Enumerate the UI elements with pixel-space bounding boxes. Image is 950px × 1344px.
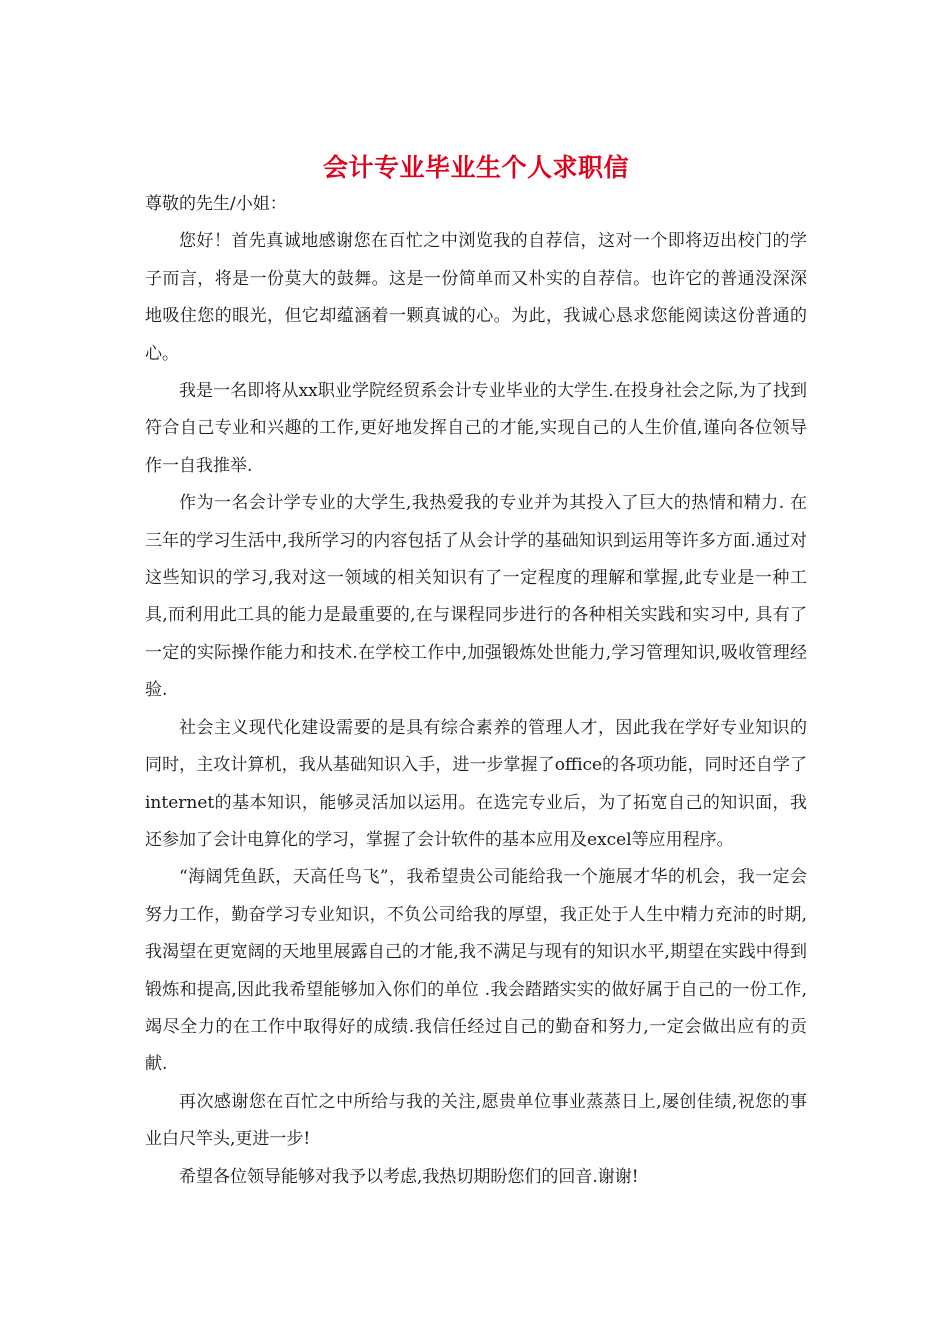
paragraph-studies: 作为一名会计学专业的大学生,我热爱我的专业并为其投入了巨大的热情和精力. 在三年的学习生活中,我所学习的内容包括了从会计学的基础知识到运用等许多方面.通过对这些知识的学习,我对这一领域的相关知识有了一定程度的理解和掌握,此专业是一种工具,而利用此工具的能力是最重要的,在与课程同步进行的各种相关实践和实习中, 具有了一定的实际操作能力和技术.在学校工作中,加强锻炼处世能力,学习管理知识,吸收管理经验.	[145, 493, 807, 701]
paragraph-closing: 希望各位领导能够对我予以考虑,我热切期盼您们的回音.谢谢!	[179, 1166, 639, 1187]
paragraph-greeting: 您好！首先真诚地感谢您在百忙之中浏览我的自荐信，这对一个即将迈出校门的学子而言，将是一份莫大的鼓舞。这是一份简单而又朴实的自荐信。也许它的普通没深深地吸住您的眼光，但它却蕴涵着一颗真诚的心。为此，我诚心恳求您能阅读这份普通的心。	[145, 231, 807, 364]
document-title: 会计专业毕业生个人求职信	[322, 153, 629, 182]
paragraph-thanks: 再次感谢您在百忙之中所给与我的关注,愿贵单位事业蒸蒸日上,屡创佳绩,祝您的事业白尺竿头,更进一步!	[145, 1091, 807, 1150]
paragraph-aspiration: “海阔凭鱼跃，天高任鸟飞”，我希望贵公司能给我一个施展才华的机会，我一定会努力工作，勤奋学习专业知识，不负公司给我的厚望，我正处于人生中精力充沛的时期,我渴望在更宽阔的天地里展露自己的才能,我不满足与现有的知识水平,期望在实践中得到锻炼和提高,因此我希望能够加入你们的单位 .我会踏踏实实的做好属于自己的一份工作,竭尽全力的在工作中取得好的成绩.我信任经过自己的勤奋和努力,一定会做出应有的贡献.	[145, 867, 807, 1075]
document-page	[145, 150, 807, 1196]
paragraph-introduction: 我是一名即将从xx职业学院经贸系会计专业毕业的大学生.在投身社会之际,为了找到符合自己专业和兴趣的工作,更好地发挥自己的才能,实现自己的人生价值,谨向各位领导作一自我推举.	[145, 381, 807, 476]
salutation: 尊敬的先生/小姐：	[145, 194, 287, 214]
paragraph-skills: 社会主义现代化建设需要的是具有综合素养的管理人才，因此我在学好专业知识的同时，主攻计算机，我从基础知识入手，进一步掌握了office的各项功能，同时还自学了internet的基本知识，能够灵活加以运用。在选完专业后，为了拓宽自己的知识面，我还参加了会计电算化的学习，掌握了会计软件的基本应用及excel等应用程序。	[145, 717, 807, 850]
